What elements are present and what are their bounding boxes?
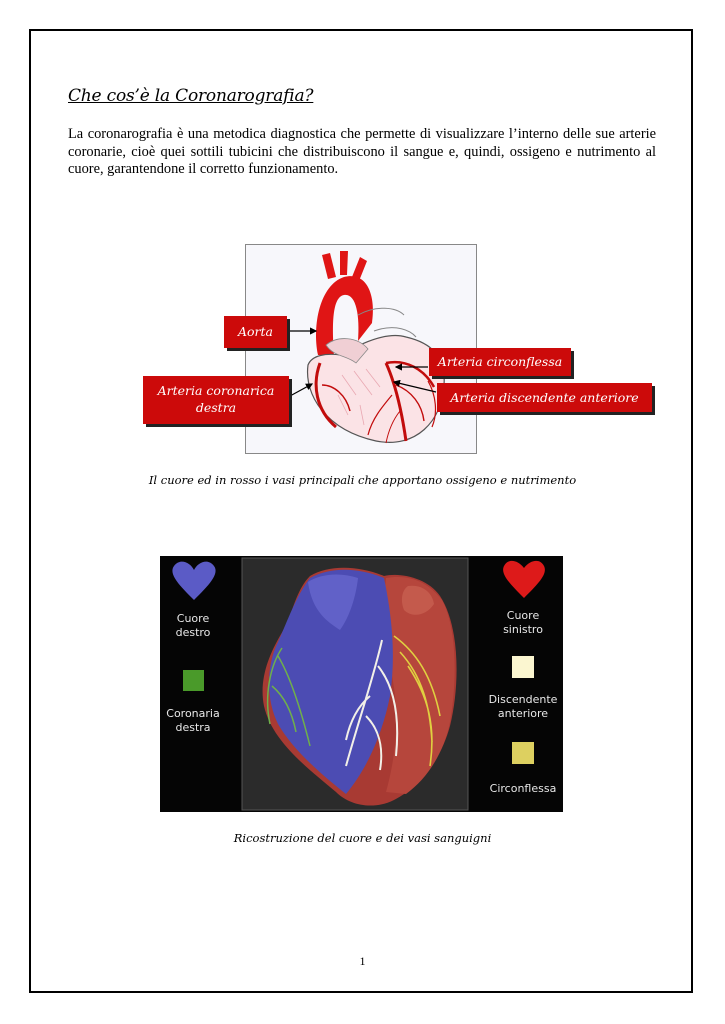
legend-cuore-sinistro: Cuore sinistro — [503, 609, 543, 636]
callout-discendente-anteriore: Arteria discendente anteriore — [437, 383, 652, 412]
callout-arteria-coronarica-destra — [143, 376, 289, 424]
blue-heart-icon — [172, 562, 215, 600]
page-number: 1 — [359, 954, 366, 968]
heart-reconstruction-figure — [160, 556, 563, 812]
figure2-caption: Ricostruzione del cuore e dei vasi sanguigni — [233, 831, 492, 845]
red-heart-icon — [503, 561, 545, 598]
discendente-anteriore-swatch — [512, 656, 534, 678]
intro-paragraph: La coronarografia è una metodica diagnostica che permette di visualizzare l’interno delle sue arterie coronarie, cioè quei sottili tubicini che distribuiscono il sangue e, quindi, ossigeno e nutrimento al cuore, garantendone il corretto funzionamento. — [68, 126, 656, 177]
callout-aorta: Aorta — [224, 316, 287, 348]
figure1-caption: Il cuore ed in rosso i vasi principali che apportano ossigeno e nutrimento — [148, 473, 577, 487]
page-title: Che cos’è la Coronarografia? — [68, 86, 314, 106]
callout-arteria-circonflessa: Arteria circonflessa — [429, 348, 571, 376]
callout-coronarica-line1: Arteria coronarica — [157, 383, 275, 398]
circonflessa-swatch — [512, 742, 534, 764]
legend-cuore-destro: Cuore destro — [175, 612, 211, 639]
legend-coronaria-destra: Coronaria destra — [166, 707, 220, 734]
legend-circonflessa: Circonflessa — [489, 782, 557, 795]
coronaria-destra-swatch — [183, 670, 204, 691]
callout-coronarica-line2: destra — [195, 400, 237, 415]
legend-discendente-anteriore: Discendente anteriore — [488, 693, 558, 720]
